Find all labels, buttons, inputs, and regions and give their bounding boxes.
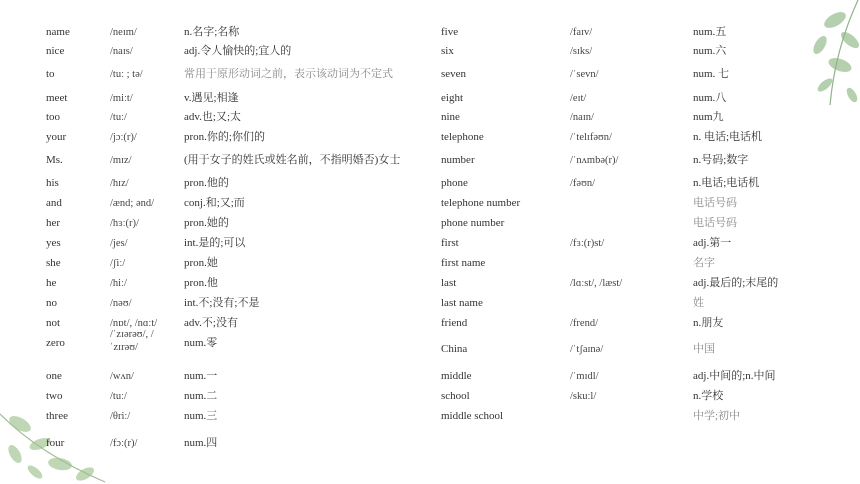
vocab-meaning: int.是的;可以 (184, 237, 246, 249)
vocab-word: your (46, 131, 67, 143)
vocab-word: last (441, 277, 457, 289)
vocab-phonetic: /jes/ (110, 238, 128, 249)
vocab-meaning: n.号码;数字 (693, 154, 749, 166)
vocab-word: and (46, 197, 62, 209)
vocab-meaning: num.三 (184, 410, 218, 422)
vocab-phonetic: /nəʊ/ (110, 298, 132, 309)
vocab-meaning: num.二 (184, 390, 218, 402)
vocab-phonetic: /tuː ; tə/ (110, 69, 143, 80)
vocab-phonetic: /sɪks/ (570, 46, 593, 57)
vocab-word: number (441, 154, 475, 166)
vocab-meaning: conj.和;又;而 (184, 197, 245, 209)
vocab-phonetic: /mɪz/ (110, 155, 132, 166)
vocab-phonetic: /naɪn/ (570, 112, 594, 123)
vocab-meaning: 名字 (693, 257, 715, 269)
vocab-word: phone (441, 177, 468, 189)
vocab-word: middle school (441, 410, 504, 422)
vocab-phonetic: /ænd; ənd/ (110, 198, 155, 209)
vocab-phonetic: /hɜː(r)/ (110, 218, 139, 229)
vocab-phonetic: /fɔː(r)/ (110, 438, 138, 449)
vocab-phonetic: /ˈnʌmbə(r)/ (570, 155, 619, 166)
vocab-word: to (46, 68, 55, 80)
vocab-phonetic: /naɪs/ (110, 46, 133, 57)
vocab-meaning: adj.中间的;n.中间 (693, 370, 776, 382)
vocab-word: China (441, 343, 468, 355)
vocab-word: first (441, 237, 459, 249)
vocab-meaning: num.零 (184, 337, 218, 349)
vocab-phonetic: /tuː/ (110, 112, 127, 123)
vocab-word: name (46, 26, 70, 38)
vocab-meaning: num.四 (184, 437, 218, 449)
vocab-phonetic: /miːt/ (110, 93, 133, 104)
vocab-meaning: 电话号码 (693, 217, 737, 229)
vocab-meaning: num.八 (693, 92, 727, 104)
vocab-word: meet (46, 92, 68, 104)
vocab-word: school (441, 390, 470, 402)
vocab-phonetic: /ˈtʃaɪnə/ (570, 344, 604, 355)
vocab-word: his (46, 177, 59, 189)
vocab-meaning: (用于女子的姓氏或姓名前，不指明婚否)女士 (184, 154, 401, 166)
vocab-word: nine (441, 111, 460, 123)
vocab-meaning: num. 七 (693, 68, 730, 80)
vocab-meaning: adj.最后的;末尾的 (693, 277, 779, 289)
vocab-phonetic: /frend/ (570, 318, 598, 329)
vocab-phonetic: /ʃiː/ (110, 258, 126, 269)
vocab-word: three (46, 410, 68, 422)
vocab-meaning: n.学校 (693, 390, 724, 402)
vocab-word: telephone (441, 131, 484, 143)
vocab-word: not (46, 317, 61, 329)
vocab-meaning: pron.你的;你们的 (184, 131, 265, 143)
vocab-meaning: 中国 (693, 343, 715, 355)
vocab-meaning: num.一 (184, 370, 218, 382)
vocab-meaning: pron.他的 (184, 177, 229, 189)
vocab-meaning: num.六 (693, 45, 727, 57)
vocab-word: she (46, 257, 61, 269)
vocab-phonetic: /hiː/ (110, 278, 127, 289)
vocab-meaning: adv.也;又;太 (184, 111, 242, 123)
vocab-meaning: adv.不;没有 (184, 317, 238, 329)
vocab-word: her (46, 217, 61, 229)
vocab-word: no (46, 297, 57, 309)
vocab-meaning: v.遇见;相逢 (184, 92, 239, 104)
vocab-phonetic: /neɪm/ (110, 27, 137, 38)
vocab-word: he (46, 277, 57, 289)
vocab-phonetic: /nɒt/, /nɑːt/ (110, 318, 158, 329)
vocab-phonetic: /jɔː(r)/ (110, 132, 137, 143)
vocab-phonetic: /tuː/ (110, 391, 127, 402)
vocab-word: two (46, 390, 63, 402)
vocab-meaning: n. 电话;电话机 (693, 131, 763, 143)
vocab-phonetic: /eɪt/ (570, 93, 587, 104)
vocab-phonetic: /hɪz/ (110, 178, 129, 189)
vocab-word: yes (46, 237, 61, 249)
vocab-word: last name (441, 297, 483, 309)
vocab-word: eight (441, 92, 463, 104)
vocab-meaning: 电话号码 (693, 197, 737, 209)
vocab-word: one (46, 370, 62, 382)
vocab-phonetic: /fɜː(r)st/ (570, 238, 605, 249)
vocab-meaning: pron.她 (184, 257, 218, 269)
vocab-word: zero (46, 337, 65, 349)
vocab-meaning: adj.第一 (693, 237, 732, 249)
vocab-word: seven (441, 68, 467, 80)
vocab-word: phone number (441, 217, 505, 229)
vocab-phonetic: /ˈmɪdl/ (570, 371, 599, 382)
vocab-word: first name (441, 257, 486, 269)
vocab-meaning: n.名字;名称 (184, 26, 240, 38)
vocab-phonetic: /faɪv/ (570, 27, 593, 38)
vocab-word: four (46, 437, 65, 449)
vocab-meaning: n.电话;电话机 (693, 177, 760, 189)
vocab-word: six (441, 45, 454, 57)
vocab-phonetic: /wʌn/ (110, 371, 134, 382)
vocab-word: nice (46, 45, 65, 57)
vocab-meaning: adj.令人愉快的;宜人的 (184, 45, 292, 57)
vocab-phonetic: /ˈtelɪfəʊn/ (570, 132, 612, 143)
vocab-word: too (46, 111, 61, 123)
vocab-word: friend (441, 317, 468, 329)
vocab-word: telephone number (441, 197, 521, 209)
vocab-meaning: num九 (693, 111, 724, 123)
vocab-phonetic: /ˈzɪərəʊ/, /ˈzɪrəʊ/ (110, 329, 154, 353)
vocab-meaning: num.五 (693, 26, 727, 38)
vocab-phonetic: /lɑːst/, /læst/ (570, 278, 623, 289)
vocab-phonetic: /ˈsevn/ (570, 69, 599, 80)
vocab-meaning: pron.他 (184, 277, 218, 289)
vocab-phonetic: /θriː/ (110, 411, 131, 422)
vocab-word: Ms. (46, 154, 63, 166)
vocab-meaning: pron.她的 (184, 217, 229, 229)
vocab-word: five (441, 26, 459, 38)
vocab-phonetic: /fəʊn/ (570, 178, 596, 189)
vocab-meaning: int.不;没有;不是 (184, 297, 260, 309)
vocab-meaning: 常用于原形动词之前，表示该动词为不定式 (184, 68, 393, 80)
vocab-meaning: 姓 (693, 297, 704, 309)
vocab-word: middle (441, 370, 472, 382)
vocab-meaning: 中学;初中 (693, 410, 741, 422)
vocab-phonetic: /skuːl/ (570, 391, 597, 402)
vocab-meaning: n.朋友 (693, 317, 724, 329)
